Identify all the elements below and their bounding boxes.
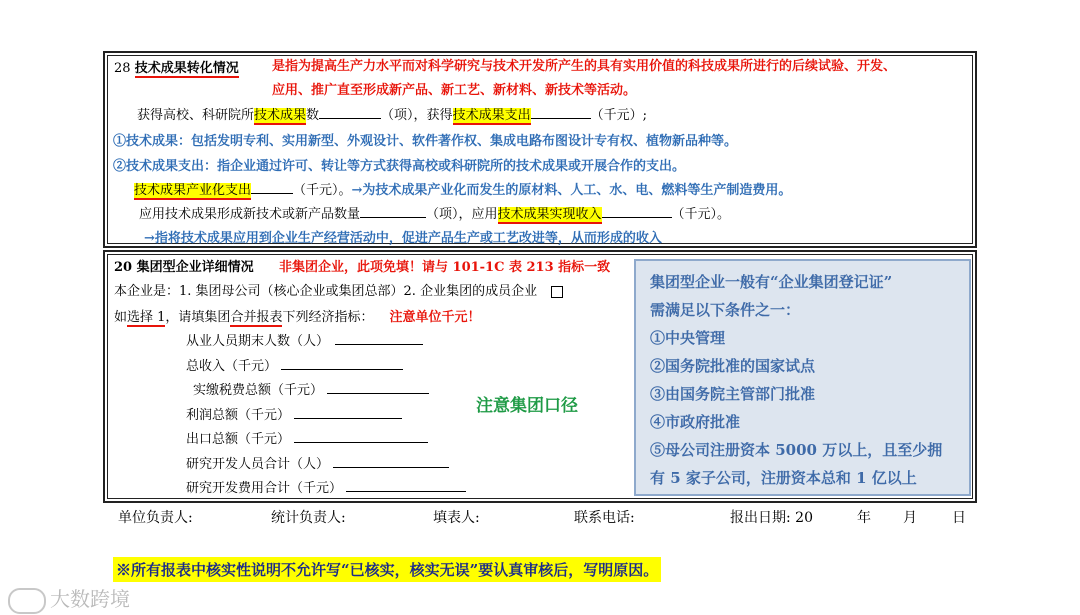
watermark-text: 大数跨境 xyxy=(50,587,130,611)
callout-line: ②国务院批准的国家试点 xyxy=(650,357,816,375)
section-28-heading xyxy=(114,57,239,76)
logo-icon xyxy=(8,588,46,614)
callout-line: ③由国务院主管部门批准 xyxy=(650,385,816,403)
rd-expense-input[interactable] xyxy=(346,479,466,492)
section-title: 技术成果转化情况 xyxy=(134,61,239,76)
callout-line: ④市政府批准 xyxy=(650,413,741,431)
highlight-revenue: 技术成果实现收入 xyxy=(497,207,602,222)
field-export: 出口总额（千元） xyxy=(186,428,428,447)
section-number: 28 xyxy=(114,61,131,76)
member-enterprise-checkbox[interactable] xyxy=(551,286,563,298)
unit-warning: 注意单位千元！ xyxy=(389,310,481,325)
field-profit: 利润总额（千元） xyxy=(186,404,402,423)
export-input[interactable] xyxy=(294,430,428,443)
revenue-note: →指将技术成果应用到企业生产经营活动中，促进产品生产或工艺改进等，从而形成的收入 xyxy=(144,231,662,246)
new-products-row: 应用技术成果形成新技术或新产品数量 （项），应用技术成果实现收入 （千元）。 xyxy=(139,207,731,222)
tech-expense-field[interactable] xyxy=(531,106,591,119)
field-rd-expense: 研究开发费用合计（千元） xyxy=(186,477,466,496)
field-total-revenue: 总收入（千元） xyxy=(186,355,403,374)
year-label: 年 xyxy=(857,510,871,526)
callout-line: 有 5 家子公司，注册资本总和 1 亿以上 xyxy=(650,469,917,487)
field-tax: 实缴税费总额（千元） xyxy=(193,379,429,398)
section-20-title: 20 集团型企业详细情况 xyxy=(114,260,254,275)
definition-line-1: 是指为提高生产力水平而对科学研究与技术开发所产生的具有实用价值的科技成果所进行的后续试验、开发、 xyxy=(272,59,897,74)
industrialization-field[interactable] xyxy=(251,181,293,194)
tech-results-count-row: 获得高校、科研院所技术成果数 （项），获得技术成果支出 （千元）; xyxy=(137,108,647,123)
report-date-label: 报出日期: 20 xyxy=(730,510,813,526)
industrialization-note: →为技术成果产业化而发生的原材料、人工、水、电、燃料等生产制造费用。 xyxy=(351,183,792,198)
revenue-field[interactable] xyxy=(602,205,672,218)
phone-label: 联系电话: xyxy=(574,510,635,526)
section-20-red-note: 非集团企业，此项免填！请与 101-1C 表 213 指标一致 xyxy=(279,260,611,275)
highlight-tech-expense: 技术成果支出 xyxy=(452,108,531,123)
callout-line: 集团型企业一般有“企业集团登记证” xyxy=(650,273,893,291)
callout-line: ①中央管理 xyxy=(650,329,726,347)
enterprise-type-row: 本企业是：1. 集团母公司（核心企业或集团总部）2. 企业集团的成员企业 xyxy=(114,280,563,299)
verification-notice: ※所有报表中核实性说明不允许写“已核实，核实无误”要认真审核后，写明原因。 xyxy=(113,557,661,582)
group-conditions-callout xyxy=(634,259,971,496)
note-tech-results: ①技术成果：包括发明专利、实用新型、外观设计、软件著作权、集成电路布图设计专有权、植物新品种等。 xyxy=(113,134,738,149)
stat-head-label: 统计负责人: xyxy=(271,510,346,526)
profit-input[interactable] xyxy=(294,406,402,419)
group-scope-note: 注意集团口径 xyxy=(476,396,578,416)
month-label: 月 xyxy=(903,510,917,526)
field-employees: 从业人员期末人数（人） xyxy=(186,330,423,349)
new-products-field[interactable] xyxy=(360,205,426,218)
day-label: 日 xyxy=(952,510,966,526)
highlight-tech-results: 技术成果 xyxy=(254,108,307,123)
employees-input[interactable] xyxy=(335,332,423,345)
watermark-logo xyxy=(8,583,130,614)
callout-line: ⑤母公司注册资本 5000 万以上，且至少拥 xyxy=(650,441,943,459)
total-revenue-input[interactable] xyxy=(281,357,403,370)
rd-staff-input[interactable] xyxy=(333,455,449,468)
industrialization-row: 技术成果产业化支出 （千元）。→为技术成果产业化而发生的原材料、人工、水、电、燃料等生产制造费用。 xyxy=(134,183,792,198)
tech-results-count-field[interactable] xyxy=(319,106,381,119)
filler-label: 填表人: xyxy=(433,510,480,526)
field-rd-staff: 研究开发人员合计（人） xyxy=(186,453,449,472)
highlight-industrialization: 技术成果产业化支出 xyxy=(134,183,252,198)
unit-head-label: 单位负责人: xyxy=(118,510,193,526)
callout-line: 需满足以下条件之一： xyxy=(650,301,801,319)
definition-line-2: 应用、推广直至形成新产品、新工艺、新材料、新技术等活动。 xyxy=(272,83,637,98)
consolidated-instruction-row: 如选择 1，请填集团合并报表下列经济指标： 注意单位千元！ xyxy=(114,310,481,325)
note-tech-expense: ②技术成果支出：指企业通过许可、转让等方式获得高校或科研院所的技术成果或开展合作的支出。 xyxy=(113,159,686,174)
tax-input[interactable] xyxy=(327,381,429,394)
